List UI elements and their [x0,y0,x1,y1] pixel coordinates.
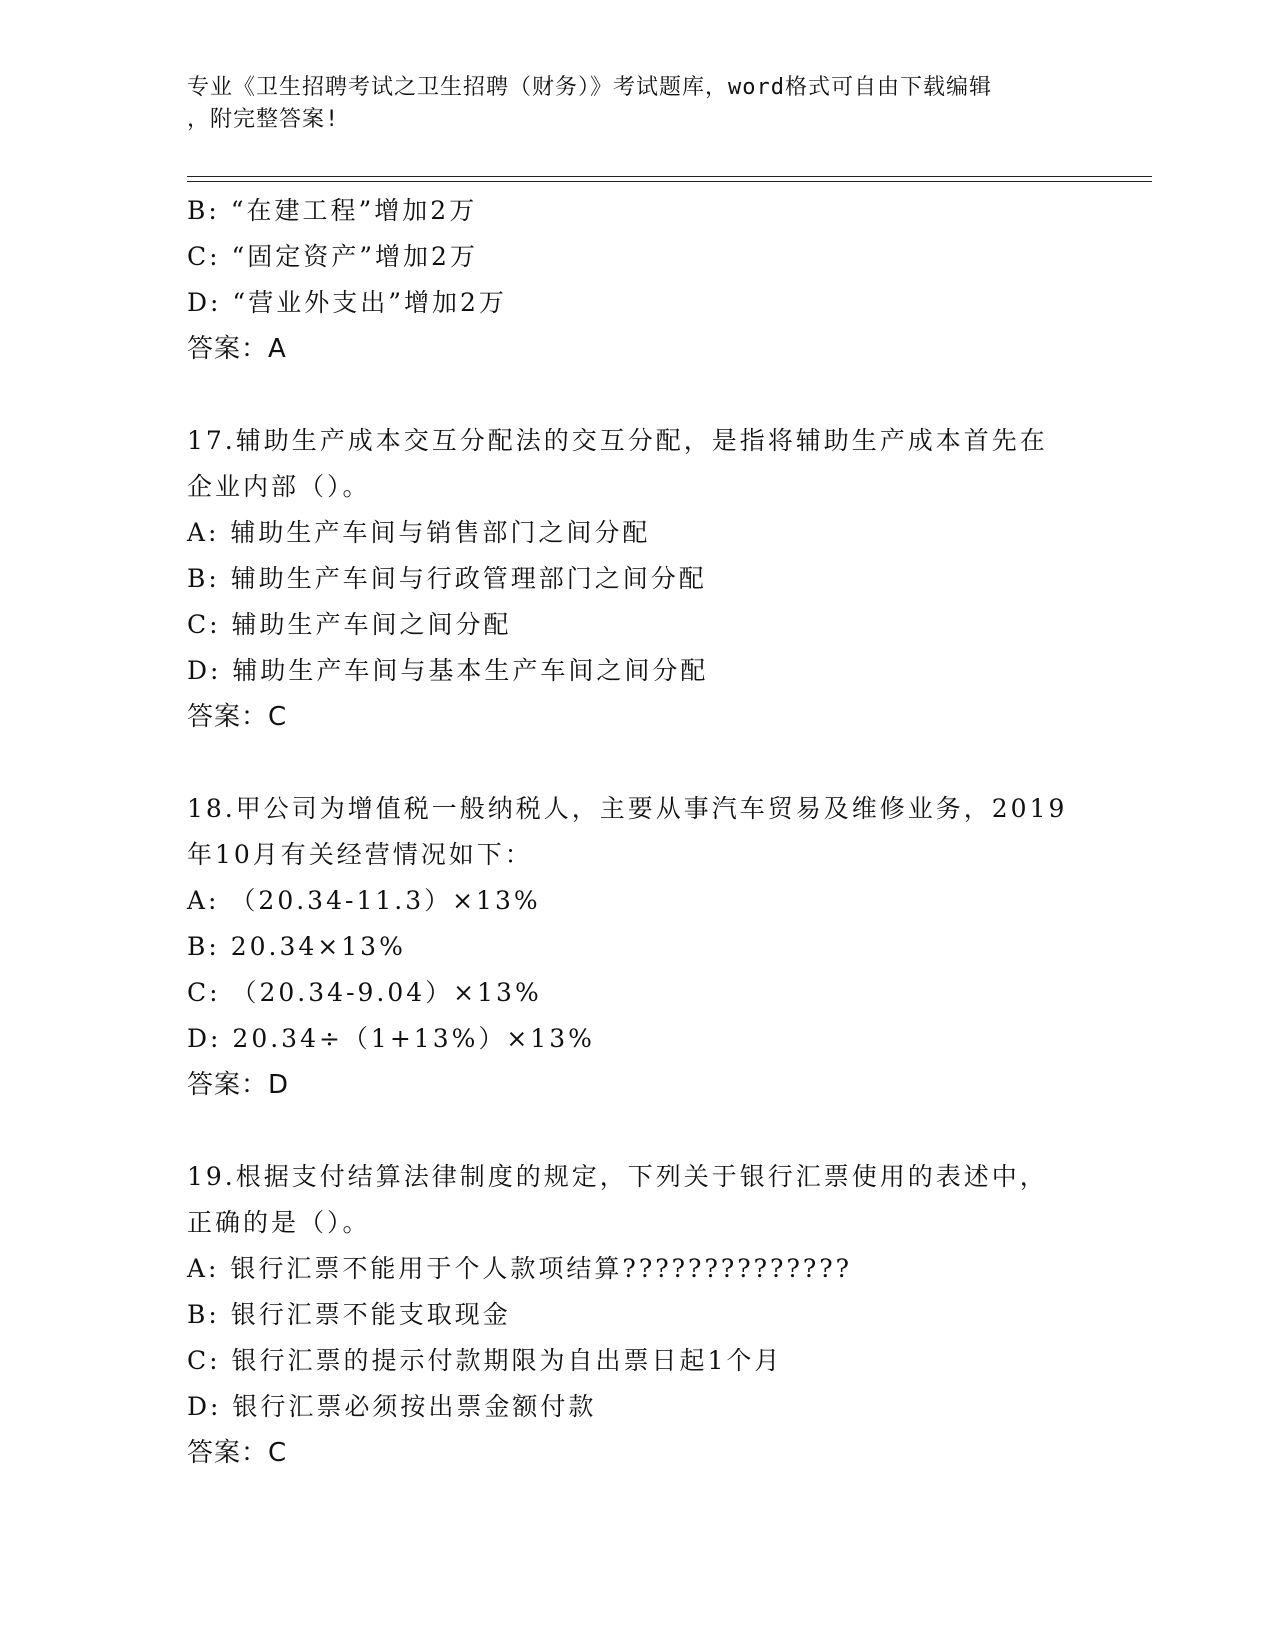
option-c: C: （20.34-9.04）×13% [187,978,542,1007]
question-19-block [187,1154,1067,1476]
question-18-block [187,786,1067,1108]
option-a: A: （20.34-11.3）×13% [187,886,541,915]
question-16-block [187,188,1067,372]
option-b: B: 银行汇票不能支取现金 [187,1300,511,1329]
header-divider-bottom [187,181,1152,182]
option-c: C: 辅助生产车间之间分配 [187,610,512,639]
option-b: B: 辅助生产车间与行政管理部门之间分配 [187,564,707,593]
answer-line: 答案：D [187,1070,290,1100]
option-d: D: 20.34÷（1+13%）×13% [187,1024,595,1053]
option-c: C: “固定资产”增加2万 [187,242,478,271]
spacer [187,740,1067,786]
question-list [187,188,1067,1476]
question-text-line-2: 正确的是（）。 [187,1208,371,1237]
question-text-line-1: 17.辅助生产成本交互分配法的交互分配，是指将辅助生产成本首先在 [187,426,1048,455]
header-line-1: 专业《卫生招聘考试之卫生招聘（财务）》考试题库，word格式可自由下载编辑 [187,75,992,100]
header-line-2: ，附完整答案! [187,107,340,132]
question-text-line-2: 年10月有关经营情况如下： [187,840,533,869]
spacer [187,372,1067,418]
answer-line: 答案：C [187,702,288,732]
option-b: B: 20.34×13% [187,932,406,961]
option-d: D: 银行汇票必须按出票金额付款 [187,1392,597,1421]
option-d: D: 辅助生产车间与基本生产车间之间分配 [187,656,709,685]
option-d: D: “营业外支出”增加2万 [187,288,507,317]
answer-line: 答案：A [187,334,287,364]
header-divider-top [187,176,1152,177]
document-header [187,72,1067,136]
question-text-line-1: 18.甲公司为增值税一般纳税人，主要从事汽车贸易及维修业务，2019 [187,794,1068,823]
option-a: A: 银行汇票不能用于个人款项结算?????????????? [187,1254,853,1283]
question-text-line-2: 企业内部（）。 [187,472,371,501]
spacer [187,1108,1067,1154]
option-b: B: “在建工程”增加2万 [187,196,478,225]
option-c: C: 银行汇票的提示付款期限为自出票日起1个月 [187,1346,783,1375]
question-text-line-1: 19.根据支付结算法律制度的规定，下列关于银行汇票使用的表述中， [187,1162,1048,1191]
answer-line: 答案：C [187,1438,288,1468]
question-17-block [187,418,1067,740]
option-a: A: 辅助生产车间与销售部门之间分配 [187,518,651,547]
